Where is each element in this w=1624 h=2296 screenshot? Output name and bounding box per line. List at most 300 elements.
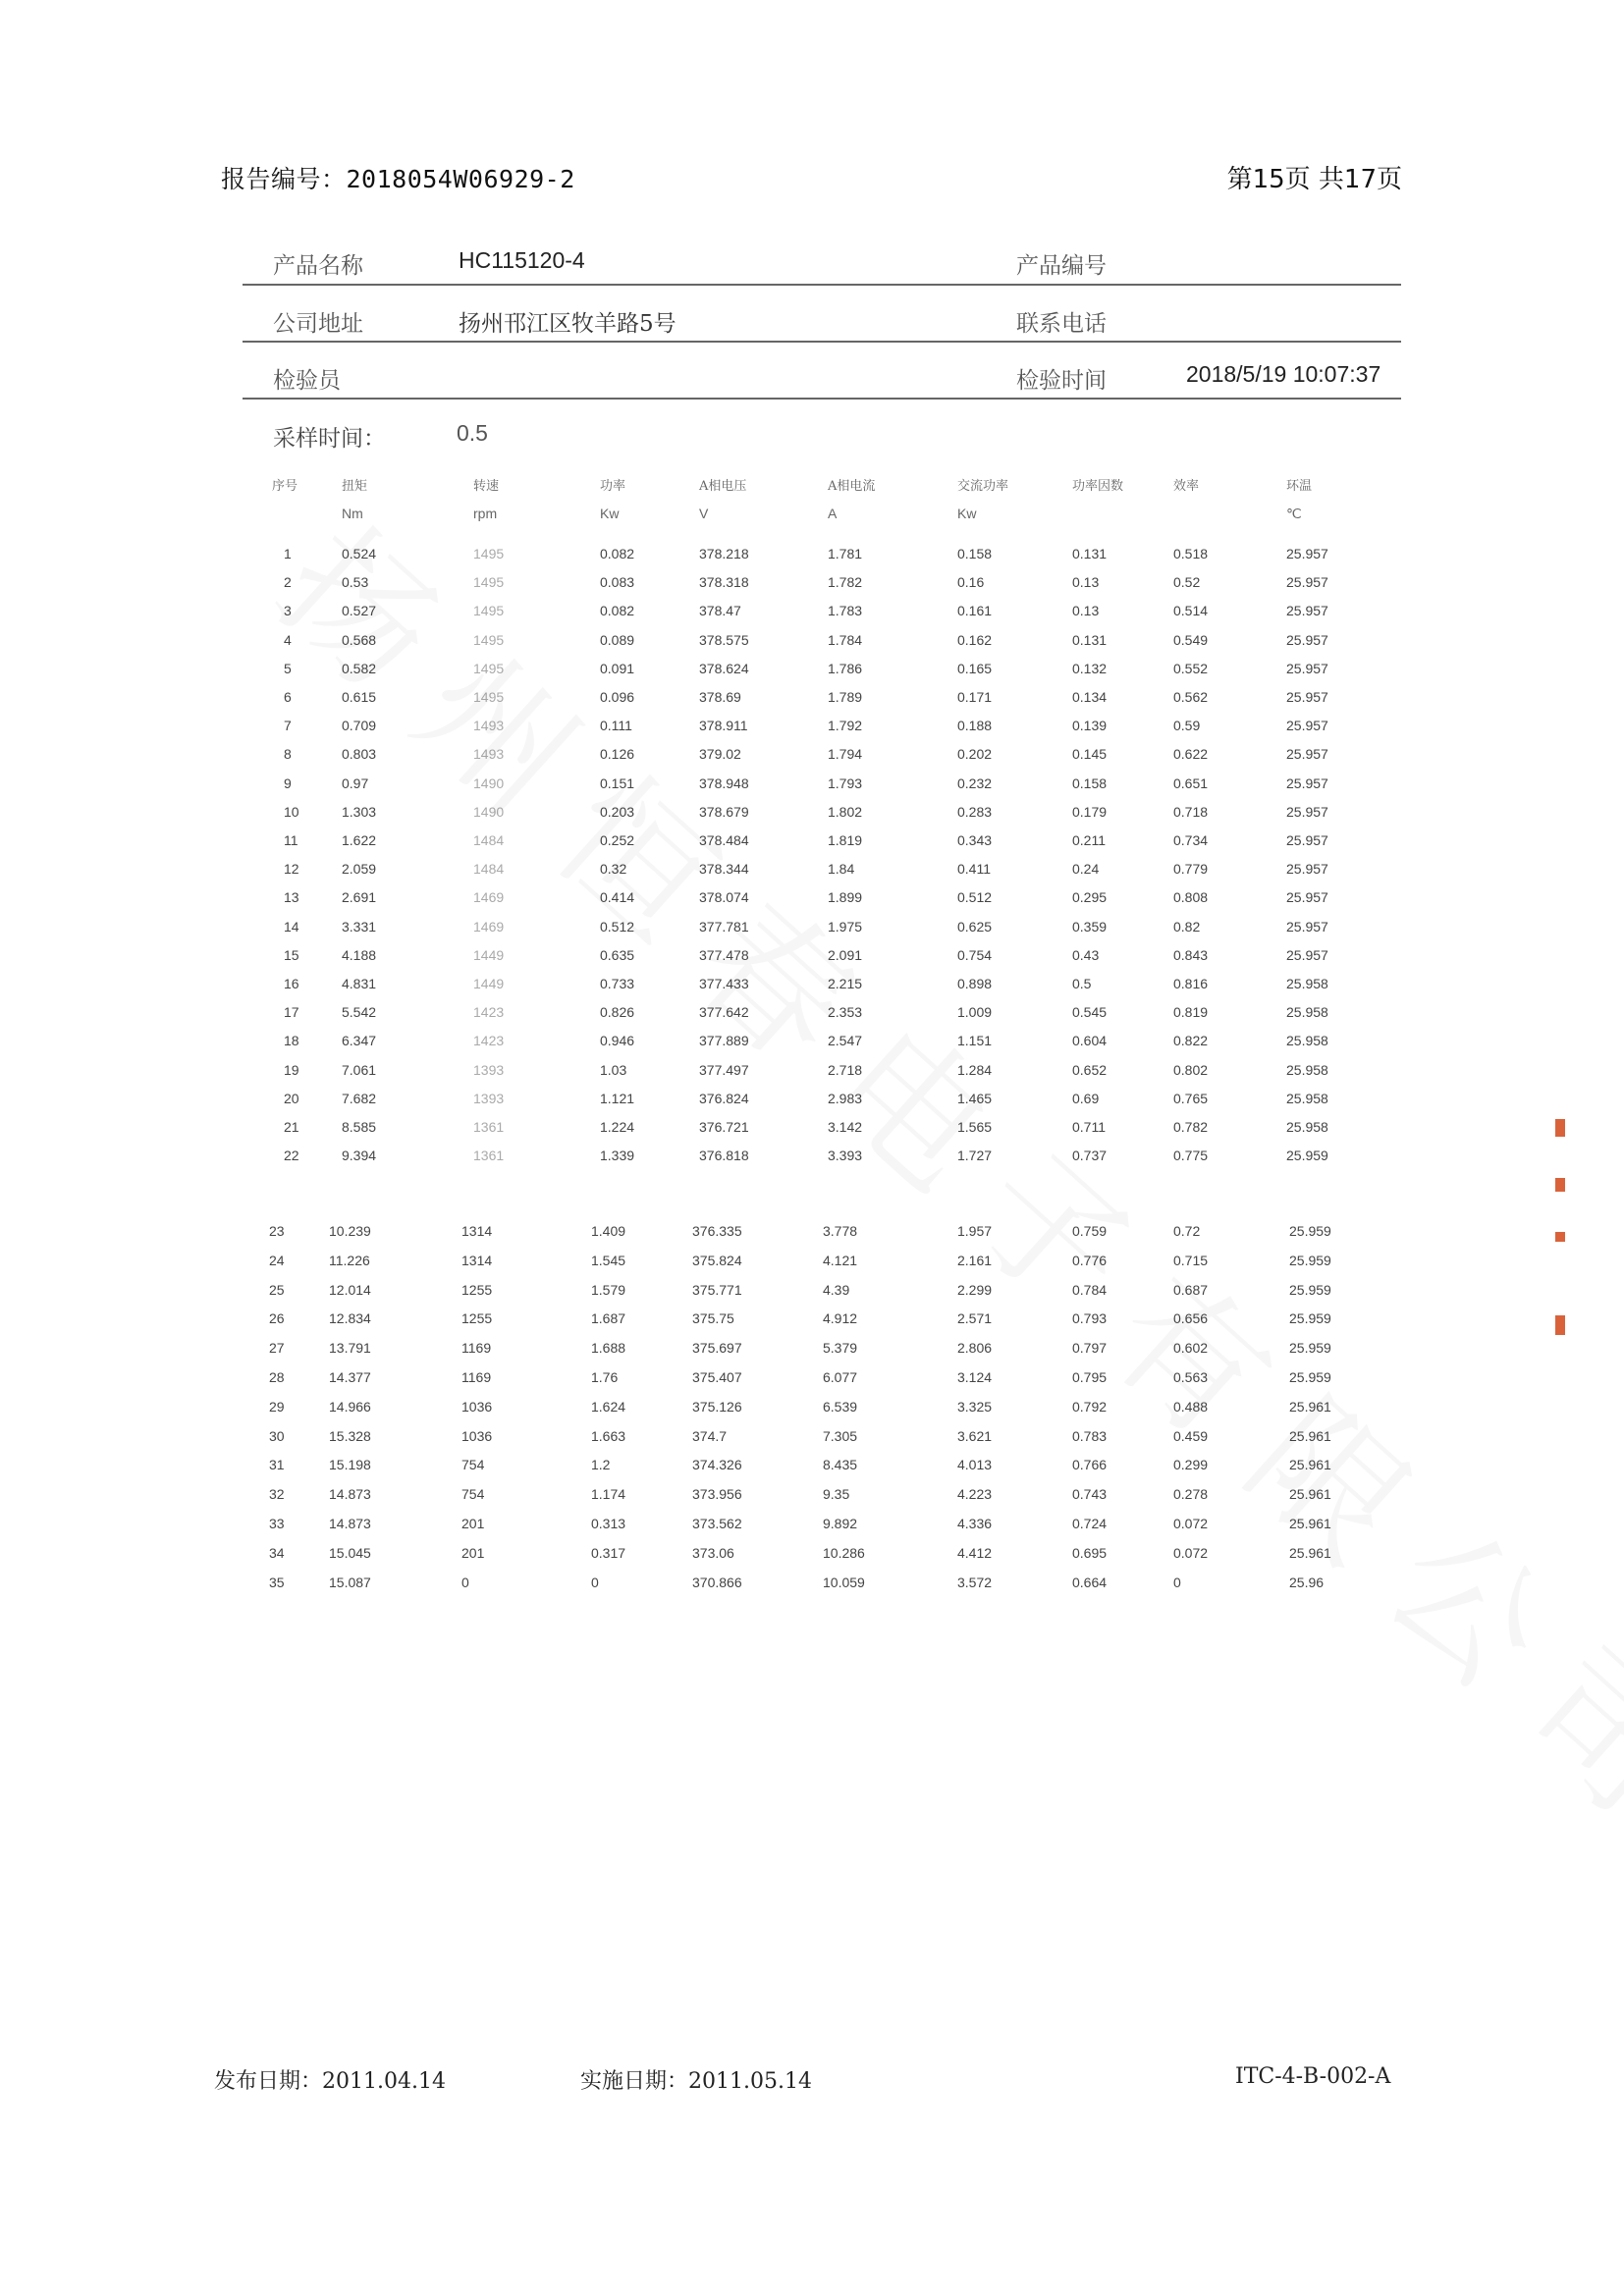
- table-cell: 1.688: [591, 1340, 626, 1357]
- table-cell: 2.215: [828, 976, 863, 991]
- table-cell: 26: [269, 1310, 285, 1327]
- table-cell: 0.59: [1173, 718, 1201, 734]
- table-cell: 14.873: [329, 1516, 371, 1531]
- table-cell: 25.957: [1286, 803, 1328, 820]
- table-row: [0, 1486, 1624, 1506]
- table-cell: 20: [284, 1090, 299, 1106]
- table-cell: 1.727: [957, 1148, 993, 1164]
- table-cell: 0.776: [1072, 1252, 1108, 1268]
- table-cell: 1490: [473, 803, 505, 820]
- table-cell: 0.687: [1173, 1281, 1209, 1298]
- table-cell: 0.162: [957, 631, 993, 648]
- watermark: [241, 471, 1624, 1877]
- table-cell: 376.818: [699, 1148, 749, 1164]
- table-cell: 25.957: [1286, 631, 1328, 648]
- table-cell: 3.778: [823, 1223, 858, 1239]
- table-cell: 2.983: [828, 1090, 863, 1106]
- table-cell: 25.958: [1286, 1061, 1328, 1078]
- table-cell: 0.766: [1072, 1457, 1108, 1473]
- table-cell: 1.663: [591, 1427, 626, 1444]
- table-cell: 0.343: [957, 832, 993, 848]
- table-cell: 0: [591, 1574, 599, 1590]
- table-cell: 6.077: [823, 1369, 858, 1385]
- table-cell: 0: [461, 1574, 469, 1590]
- table-cell: 0.171: [957, 689, 993, 705]
- table-cell: 25.958: [1286, 1033, 1328, 1049]
- edge-mark: [1555, 1119, 1565, 1137]
- table-cell: 1495: [473, 689, 505, 705]
- col-unit: ℃: [1286, 506, 1302, 521]
- table-cell: 1.687: [591, 1310, 626, 1327]
- table-cell: 0.816: [1173, 976, 1209, 991]
- table-cell: 11: [284, 832, 298, 848]
- table-cell: 14.377: [329, 1369, 371, 1385]
- table-cell: 1423: [473, 1004, 505, 1021]
- sample-time-label: 采样时间：: [273, 426, 386, 452]
- table-row: [0, 947, 1624, 967]
- table-cell: 0.797: [1072, 1340, 1108, 1357]
- table-cell: 25: [269, 1281, 285, 1298]
- table-cell: 6.539: [823, 1398, 858, 1415]
- table-cell: 25.957: [1286, 603, 1328, 619]
- table-cell: 0.512: [957, 889, 993, 906]
- table-cell: 0.695: [1072, 1544, 1108, 1561]
- table-cell: 0.5: [1072, 976, 1092, 991]
- table-row: [0, 1223, 1624, 1243]
- table-row: [0, 1310, 1624, 1330]
- table-cell: 0.131: [1072, 546, 1108, 561]
- table-cell: 0.151: [600, 774, 635, 791]
- table-cell: 5.542: [342, 1004, 377, 1021]
- table-cell: 0.211: [1072, 832, 1106, 848]
- table-cell: 25.957: [1286, 918, 1328, 934]
- table-cell: 0.615: [342, 689, 377, 705]
- col-header: 序号: [272, 479, 298, 494]
- table-cell: 1.793: [828, 774, 863, 791]
- table-row: [0, 1119, 1624, 1139]
- table-cell: 0.709: [342, 718, 377, 734]
- table-cell: 1449: [473, 976, 505, 991]
- table-cell: 1495: [473, 603, 505, 619]
- table-cell: 2: [284, 574, 292, 591]
- table-row: [0, 1340, 1624, 1360]
- table-cell: 0.524: [342, 546, 377, 561]
- table-row: [0, 603, 1624, 622]
- table-cell: 375.771: [692, 1281, 742, 1298]
- col-header: 效率: [1173, 479, 1200, 494]
- table-cell: 25.957: [1286, 689, 1328, 705]
- table-cell: 375.75: [692, 1310, 734, 1327]
- sample-time-value: 0.5: [457, 420, 488, 446]
- table-cell: 1.819: [828, 832, 863, 848]
- table-cell: 1490: [473, 774, 505, 791]
- table-cell: 0.602: [1173, 1340, 1209, 1357]
- table-cell: 373.956: [692, 1486, 742, 1503]
- table-cell: 4.412: [957, 1544, 993, 1561]
- table-cell: 1.151: [957, 1033, 993, 1049]
- table-cell: 0.24: [1072, 861, 1100, 878]
- table-cell: 2.091: [828, 946, 863, 963]
- table-row: [0, 574, 1624, 594]
- table-cell: 35: [269, 1574, 285, 1590]
- table-cell: 0.808: [1173, 889, 1209, 906]
- table-row: [0, 632, 1624, 652]
- table-row: [0, 861, 1624, 881]
- table-cell: 1169: [461, 1340, 492, 1357]
- table-cell: 1423: [473, 1033, 505, 1049]
- table-cell: 25.957: [1286, 889, 1328, 906]
- table-cell: 377.478: [699, 946, 749, 963]
- col-unit: Nm: [342, 506, 363, 521]
- table-cell: 0.622: [1173, 746, 1209, 763]
- table-cell: 25.957: [1286, 946, 1328, 963]
- table-cell: 7.061: [342, 1061, 377, 1078]
- form-code: ITC-4-B-002-A: [1235, 2064, 1391, 2089]
- table-row: [0, 804, 1624, 824]
- address-label: 公司地址: [273, 311, 363, 337]
- table-cell: 1493: [473, 746, 505, 763]
- table-cell: 1.284: [957, 1061, 993, 1078]
- table-cell: 0.283: [957, 803, 993, 820]
- col-header: 功率: [600, 479, 626, 494]
- table-cell: 1495: [473, 660, 505, 676]
- table-cell: 9: [284, 774, 292, 791]
- product-no-label: 产品编号: [1016, 253, 1107, 279]
- table-cell: 31: [269, 1457, 285, 1473]
- table-cell: 1.957: [957, 1223, 993, 1239]
- table-row: [0, 1457, 1624, 1476]
- table-cell: 25.959: [1289, 1252, 1331, 1268]
- table-cell: 378.218: [699, 546, 749, 561]
- col-header: A相电流: [828, 479, 876, 494]
- table-cell: 0.822: [1173, 1033, 1209, 1049]
- table-cell: 4.188: [342, 946, 377, 963]
- table-cell: 0.793: [1072, 1310, 1108, 1327]
- table-cell: 4.831: [342, 976, 377, 991]
- table-cell: 14.966: [329, 1398, 371, 1415]
- table-cell: 25.958: [1286, 1090, 1328, 1106]
- table-cell: 1469: [473, 889, 505, 906]
- table-cell: 25.958: [1286, 1119, 1328, 1135]
- table-cell: 201: [461, 1544, 485, 1561]
- table-cell: 25.961: [1289, 1486, 1331, 1503]
- table-cell: 25.958: [1286, 976, 1328, 991]
- table-cell: 14: [284, 918, 299, 934]
- table-cell: 25.961: [1289, 1544, 1331, 1561]
- table-cell: 0.733: [600, 976, 635, 991]
- table-cell: 1449: [473, 946, 505, 963]
- table-cell: 0.715: [1173, 1252, 1209, 1268]
- table-cell: 1469: [473, 918, 505, 934]
- inspector-label: 检验员: [273, 368, 341, 394]
- table-cell: 1495: [473, 631, 505, 648]
- table-cell: 25.961: [1289, 1427, 1331, 1444]
- table-row: [0, 1033, 1624, 1052]
- table-cell: 5: [284, 660, 292, 676]
- table-cell: 0.819: [1173, 1004, 1209, 1021]
- product-name-label: 产品名称: [273, 253, 363, 279]
- col-header: 环温: [1286, 479, 1313, 494]
- table-cell: 0.313: [591, 1516, 626, 1531]
- table-cell: 19: [284, 1061, 299, 1078]
- inspection-time-value: 2018/5/19 10:07:37: [1186, 361, 1381, 387]
- table-cell: 3.124: [957, 1369, 993, 1385]
- table-cell: 15.328: [329, 1427, 371, 1444]
- table-cell: 1.899: [828, 889, 863, 906]
- table-cell: 0.743: [1072, 1486, 1108, 1503]
- table-cell: 1361: [473, 1148, 505, 1164]
- table-cell: 10.286: [823, 1544, 865, 1561]
- col-header: 交流功率: [957, 479, 1009, 494]
- table-cell: 2.353: [828, 1004, 863, 1021]
- table-cell: 1.784: [828, 631, 863, 648]
- table-cell: 22: [284, 1148, 299, 1164]
- table-cell: 15.198: [329, 1457, 371, 1473]
- table-cell: 25.961: [1289, 1457, 1331, 1473]
- table-row: [0, 1399, 1624, 1418]
- col-unit: Kw: [600, 506, 620, 521]
- table-cell: 379.02: [699, 746, 741, 763]
- table-cell: 376.721: [699, 1119, 749, 1135]
- table-cell: 1.121: [600, 1090, 635, 1106]
- table-cell: 378.679: [699, 803, 749, 820]
- table-cell: 1393: [473, 1061, 505, 1078]
- table-cell: 0.111: [600, 718, 632, 734]
- table-cell: 201: [461, 1516, 485, 1531]
- table-cell: 378.318: [699, 574, 749, 591]
- table-cell: 375.407: [692, 1369, 742, 1385]
- table-cell: 4.39: [823, 1281, 850, 1298]
- table-cell: 377.642: [699, 1004, 749, 1021]
- table-cell: 14.873: [329, 1486, 371, 1503]
- table-cell: 27: [269, 1340, 285, 1357]
- table-cell: 1.794: [828, 746, 863, 763]
- table-cell: 1484: [473, 861, 505, 878]
- table-cell: 15.087: [329, 1574, 371, 1590]
- table-cell: 34: [269, 1544, 285, 1561]
- edge-mark: [1555, 1232, 1565, 1242]
- table-cell: 24: [269, 1252, 285, 1268]
- table-cell: 25.957: [1286, 546, 1328, 561]
- table-cell: 0: [1173, 1574, 1181, 1590]
- table-cell: 0.488: [1173, 1398, 1209, 1415]
- table-cell: 0.711: [1072, 1119, 1106, 1135]
- table-cell: 10: [284, 803, 299, 820]
- table-cell: 0.072: [1173, 1516, 1209, 1531]
- table-cell: 0.759: [1072, 1223, 1108, 1239]
- table-row: [0, 1148, 1624, 1167]
- table-cell: 0.252: [600, 832, 635, 848]
- table-cell: 1.224: [600, 1119, 635, 1135]
- edge-mark: [1555, 1315, 1565, 1335]
- table-cell: 1393: [473, 1090, 505, 1106]
- table-cell: 3.142: [828, 1119, 863, 1135]
- table-cell: 4.121: [823, 1252, 858, 1268]
- table-cell: 1.579: [591, 1281, 626, 1298]
- table-cell: 1.622: [342, 832, 377, 848]
- table-cell: 1.2: [591, 1457, 611, 1473]
- table-cell: 0.652: [1072, 1061, 1108, 1078]
- table-cell: 0.512: [600, 918, 635, 934]
- table-cell: 0.656: [1173, 1310, 1209, 1327]
- phone-label: 联系电话: [1016, 311, 1107, 337]
- table-cell: 0.082: [600, 546, 635, 561]
- table-cell: 33: [269, 1516, 285, 1531]
- col-unit: Kw: [957, 506, 977, 521]
- table-cell: 376.335: [692, 1223, 742, 1239]
- table-cell: 25.957: [1286, 746, 1328, 763]
- divider: [243, 284, 1401, 286]
- table-row: [0, 661, 1624, 680]
- table-cell: 3.331: [342, 918, 377, 934]
- table-cell: 2.299: [957, 1281, 993, 1298]
- table-cell: 3: [284, 603, 292, 619]
- table-cell: 0.145: [1072, 746, 1108, 763]
- table-cell: 1169: [461, 1369, 492, 1385]
- table-row: [0, 889, 1624, 909]
- table-cell: 0.795: [1072, 1369, 1108, 1385]
- table-cell: 8.435: [823, 1457, 858, 1473]
- table-cell: 0.134: [1072, 689, 1108, 705]
- table-cell: 32: [269, 1486, 285, 1503]
- table-cell: 0.82: [1173, 918, 1201, 934]
- table-cell: 2.547: [828, 1033, 863, 1049]
- table-row: [0, 1428, 1624, 1448]
- page-number: 第15页 共17页: [1226, 165, 1402, 194]
- table-cell: 0.792: [1072, 1398, 1108, 1415]
- table-cell: 21: [284, 1119, 299, 1135]
- table-cell: 0.072: [1173, 1544, 1209, 1561]
- table-cell: 0.518: [1173, 546, 1209, 561]
- table-cell: 12.834: [329, 1310, 371, 1327]
- product-name-value: HC115120-4: [459, 247, 585, 273]
- table-cell: 0.188: [957, 718, 993, 734]
- table-cell: 0.784: [1072, 1281, 1108, 1298]
- table-cell: 1495: [473, 574, 505, 591]
- table-cell: 0.278: [1173, 1486, 1209, 1503]
- table-cell: 0.52: [1173, 574, 1201, 591]
- col-unit: rpm: [473, 506, 498, 521]
- table-cell: 378.911: [699, 718, 748, 734]
- table-cell: 25.959: [1289, 1340, 1331, 1357]
- table-cell: 378.074: [699, 889, 749, 906]
- table-cell: 25.957: [1286, 574, 1328, 591]
- table-cell: 1.03: [600, 1061, 627, 1078]
- col-unit: A: [828, 506, 838, 521]
- table-cell: 1.465: [957, 1090, 993, 1106]
- table-cell: 0.158: [1072, 774, 1108, 791]
- table-cell: 0.664: [1072, 1574, 1108, 1590]
- table-cell: 17: [284, 1004, 299, 1021]
- table-cell: 378.948: [699, 774, 749, 791]
- table-cell: 1484: [473, 832, 505, 848]
- table-cell: 2.718: [828, 1061, 863, 1078]
- table-cell: 25.96: [1289, 1574, 1325, 1590]
- table-cell: 0.783: [1072, 1427, 1108, 1444]
- table-cell: 25.959: [1289, 1369, 1331, 1385]
- table-cell: 2.806: [957, 1340, 993, 1357]
- table-cell: 0.625: [957, 918, 993, 934]
- table-cell: 5.379: [823, 1340, 858, 1357]
- table-cell: 2.059: [342, 861, 377, 878]
- table-cell: 25.957: [1286, 774, 1328, 791]
- table-cell: 25.957: [1286, 832, 1328, 848]
- table-cell: 0.562: [1173, 689, 1209, 705]
- table-cell: 0.97: [342, 774, 369, 791]
- table-cell: 0.083: [600, 574, 635, 591]
- table-cell: 10.239: [329, 1223, 371, 1239]
- table-cell: 12: [284, 861, 299, 878]
- table-cell: 3.393: [828, 1148, 863, 1164]
- table-cell: 370.866: [692, 1574, 742, 1590]
- table-cell: 1.975: [828, 918, 863, 934]
- table-cell: 0.131: [1072, 631, 1108, 648]
- table-cell: 378.624: [699, 660, 749, 676]
- table-row: [0, 1516, 1624, 1535]
- table-cell: 13: [284, 889, 299, 906]
- table-cell: 0.232: [957, 774, 993, 791]
- table-cell: 2.161: [957, 1252, 993, 1268]
- table-cell: 1255: [461, 1281, 493, 1298]
- table-cell: 7: [284, 718, 292, 734]
- table-cell: 16: [284, 976, 299, 991]
- table-cell: 0.179: [1072, 803, 1108, 820]
- table-cell: 25.959: [1289, 1281, 1331, 1298]
- table-cell: 0.16: [957, 574, 985, 591]
- table-cell: 25.957: [1286, 660, 1328, 676]
- table-row: [0, 1575, 1624, 1594]
- table-cell: 18: [284, 1033, 299, 1049]
- table-cell: 0.414: [600, 889, 635, 906]
- table-cell: 0.549: [1173, 631, 1209, 648]
- table-cell: 1.789: [828, 689, 863, 705]
- table-cell: 1.545: [591, 1252, 626, 1268]
- table-row: [0, 1091, 1624, 1110]
- table-cell: 374.7: [692, 1427, 728, 1444]
- table-cell: 0.724: [1072, 1516, 1108, 1531]
- table-cell: 0.651: [1173, 774, 1209, 791]
- table-row: [0, 976, 1624, 995]
- divider: [243, 341, 1401, 343]
- table-row: [0, 1253, 1624, 1272]
- table-cell: 25.957: [1286, 861, 1328, 878]
- table-cell: 377.433: [699, 976, 749, 991]
- table-cell: 0.295: [1072, 889, 1108, 906]
- table-cell: 1255: [461, 1310, 493, 1327]
- table-row: [0, 919, 1624, 938]
- table-cell: 0.635: [600, 946, 635, 963]
- table-cell: 375.697: [692, 1340, 742, 1357]
- table-cell: 0.43: [1072, 946, 1100, 963]
- table-row: [0, 775, 1624, 795]
- table-cell: 30: [269, 1427, 285, 1444]
- table-cell: 25.957: [1286, 718, 1328, 734]
- table-cell: 1.409: [591, 1223, 626, 1239]
- table-cell: 9.35: [823, 1486, 850, 1503]
- table-cell: 0.946: [600, 1033, 635, 1049]
- implement-date: 实施日期：2011.05.14: [580, 2069, 812, 2094]
- table-cell: 0.552: [1173, 660, 1209, 676]
- table-cell: 0.69: [1072, 1090, 1100, 1106]
- table-cell: 8: [284, 746, 292, 763]
- table-cell: 0.13: [1072, 574, 1100, 591]
- table-cell: 1.76: [591, 1369, 619, 1385]
- table-cell: 12.014: [329, 1281, 371, 1298]
- table-cell: 25.961: [1289, 1516, 1331, 1531]
- table-cell: 0.317: [591, 1544, 626, 1561]
- table-cell: 1.792: [828, 718, 863, 734]
- table-cell: 1493: [473, 718, 505, 734]
